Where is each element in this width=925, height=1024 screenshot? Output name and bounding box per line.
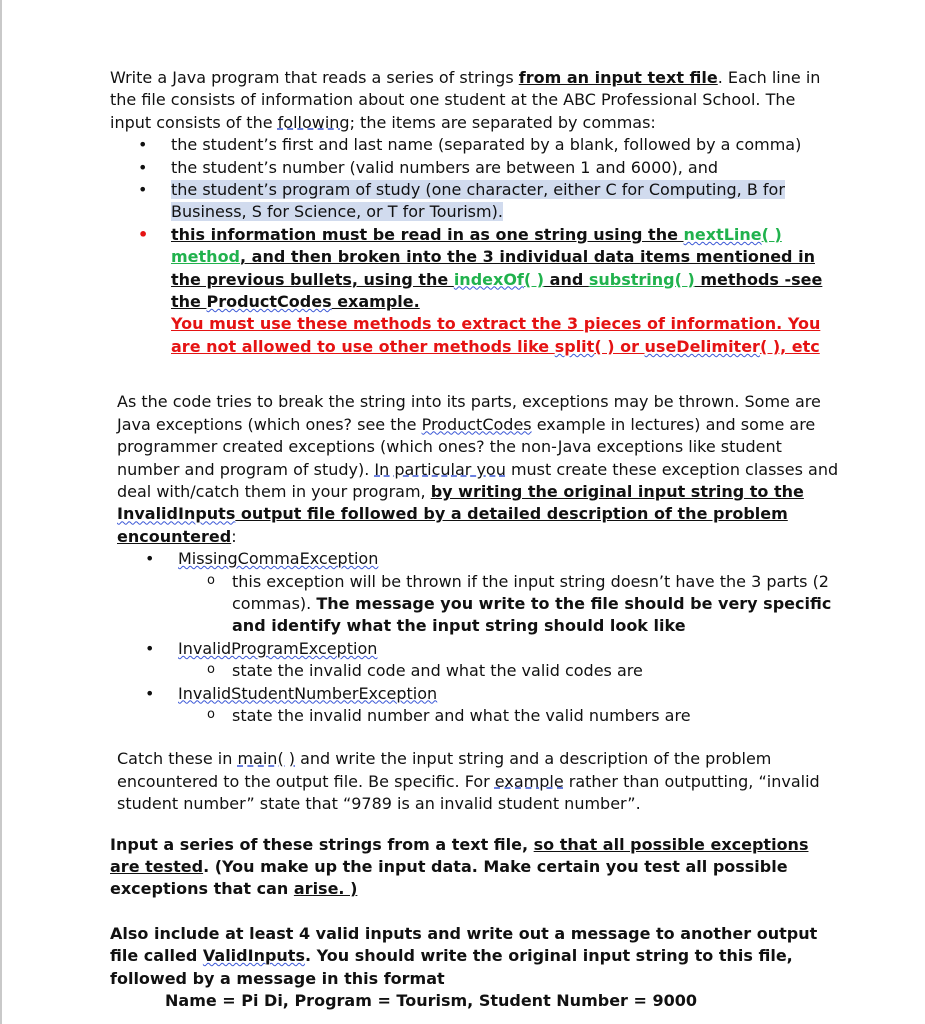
in-particular-you: In particular you [374,459,506,479]
requirement-text-3: methods -see the [171,269,823,312]
invalidinputs-file: InvalidInputs [117,504,236,524]
catch-paragraph [117,748,840,815]
colon: : [231,526,237,546]
writing-instruction-2: output file followed by a detailed description of the problem encountered [117,504,788,546]
exception-detail-list [178,705,840,727]
exception-detail [178,660,840,682]
document-page [110,67,840,1012]
valid-inputs-text: Also include at least 4 valid inputs and write out a message to another output file called [110,923,818,966]
example-word: example. [331,292,420,312]
input-file-emphasis: from an input text file [518,68,718,87]
detail-text: state the invalid number and what the valid numbers are [232,705,691,725]
exception-name: InvalidProgramException [178,638,378,658]
input-series-paragraph [110,834,840,901]
usedelimiter-method: useDelimiter [644,336,760,356]
list-item-text: the student’s number (valid numbers are between 1 and 6000), and [171,157,718,177]
requirement-text: this information must be read in as one string using the [171,224,684,244]
exceptions-text-2: example in lectures) and some are programmer created exceptions (which ones? the non-Java exceptions like student number and program of study). [117,414,816,479]
exception-detail [178,705,840,727]
exceptions-section [117,391,840,815]
detail-emphasis: The message you write to the file should be very specific and identify what the input string should look like [232,593,832,636]
input-format-list [110,134,840,358]
list-item-program [110,179,840,224]
exceptions-paragraph [117,391,840,548]
exception-name: InvalidStudentNumberException [178,683,438,703]
input-series-text-2: . (You make up the input data. Make certain you test all possible exceptions that can [110,857,788,899]
detail-text: state the invalid code and what the valid codes are [232,661,643,681]
catch-text-3: rather than outputting, “invalid student number” state that “9789 is an invalid student number”. [117,771,820,814]
valid-inputs-paragraph [110,923,840,990]
exceptions-text-3: must create these exception classes and deal with/catch them in your program, [117,459,839,501]
detail-text: this exception will be thrown if the input string doesn’t have the 3 parts (2 commas). [232,571,829,613]
validinputs-file: ValidInputs [202,946,305,966]
indexof-method: indexOf [453,269,524,289]
page-left-border [0,0,2,1024]
list-item-requirement [110,224,840,358]
input-series-text: Input a series of these strings from a text file, [110,834,534,854]
nextline-method-suffix: ( ) method [171,224,782,267]
writing-instruction: by writing the original input string to the [430,481,804,501]
intro-text: Write a Java program that reads a series of strings [110,68,519,87]
substring-method: substring( ) [588,269,695,289]
split-method: split [554,336,595,356]
following-word: following; [277,112,355,132]
and-word: and [544,269,589,289]
restriction-text-3: ( ), etc [759,336,820,356]
nextline-method: nextLine [683,224,762,244]
intro-text-2: . Each line in the file consists of information about one student at the ABC Professional School. The input consists of the [110,68,821,132]
all-exceptions-tested: so that all possible exceptions are tested [110,834,809,876]
catch-text-2: and write the input string and a description of the problem encountered to the output file. Be specific. For [117,749,772,791]
exception-name: MissingCommaException [178,549,379,569]
requirement-text-2: , and then broken into the 3 individual data items mentioned in the previous bullets, using the [171,247,815,289]
exception-invalid-program [117,638,840,683]
catch-text: Catch these in [117,749,238,769]
intro-paragraph [110,67,840,134]
highlighted-text: the student’s program of study (one character, either C for Computing, B for Business, S for Science, or T for Tourism). [171,180,785,222]
exception-detail-list [178,660,840,682]
closing-paren: ) [344,879,358,899]
exception-list [117,548,840,727]
list-item-number [110,157,840,179]
productcodes-ref-2: ProductCodes [421,414,532,434]
example-word-2: example [494,771,564,791]
exceptions-text: As the code tries to break the string into its parts, exceptions may be thrown. Some are Java exceptions (which ones? see the [117,392,821,434]
arise-word: arise. [293,879,345,899]
indexof-parens: ( ) [523,269,545,289]
restriction-text: You must use these methods to extract the 3 pieces of information. You are not allowed to use other methods like [171,314,821,356]
intro-text-3: the items are separated by commas: [354,112,656,132]
exception-detail [178,571,840,638]
main-method: main( ) [237,749,296,769]
exception-detail-list [178,571,840,638]
exception-missing-comma [117,548,840,638]
list-item-name [110,134,840,156]
restriction-text-2: ( ) or [594,336,645,356]
productcodes-ref: ProductCodes [206,292,332,312]
list-item-text: the student’s first and last name (separated by a blank, followed by a comma) [171,135,802,155]
format-example: Name = Pi Di, Program = Tourism, Student Number = 9000 [165,991,698,1011]
exception-invalid-student-number [117,683,840,728]
valid-inputs-text-2: . You should write the original input string to this file, followed by a message in this format [110,946,793,988]
